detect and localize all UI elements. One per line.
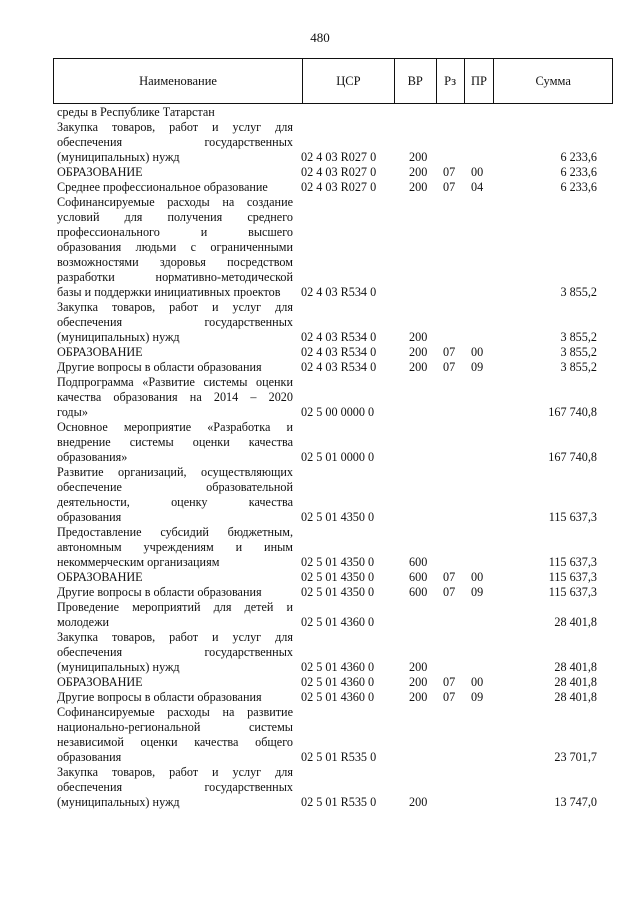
row-pr: 00 xyxy=(471,345,484,359)
row-sum: 23 701,7 xyxy=(554,750,597,764)
row-csr: 02 4 03 R027 0 xyxy=(301,180,377,194)
row-csr: 02 5 01 R535 0 xyxy=(301,750,377,764)
row-name xyxy=(53,105,293,120)
row-name-line: среды в Республике Татарстан xyxy=(57,105,215,119)
row-sum: 13 747,0 xyxy=(554,795,597,809)
table-row xyxy=(53,585,613,600)
row-csr: 02 5 01 4350 0 xyxy=(301,510,375,524)
row-vr: 200 xyxy=(409,795,428,809)
row-sum: 3 855,2 xyxy=(560,345,597,359)
row-csr: 02 4 03 R534 0 xyxy=(301,360,377,374)
row-sum: 167 740,8 xyxy=(548,450,597,464)
header-sum: Сумма xyxy=(535,73,571,88)
row-name-line: обеспечения государственных xyxy=(57,135,293,149)
row-name xyxy=(53,465,293,525)
row-name-line: условий для получения среднего xyxy=(57,210,293,224)
row-sum: 3 855,2 xyxy=(560,285,597,299)
row-name-line: ОБРАЗОВАНИЕ xyxy=(57,570,143,584)
table-row xyxy=(53,765,613,810)
row-vr: 200 xyxy=(409,345,428,359)
row-name-line: национально-региональной системы xyxy=(57,720,293,734)
row-name-line: ОБРАЗОВАНИЕ xyxy=(57,345,143,359)
table-row xyxy=(53,525,613,570)
row-name xyxy=(53,300,293,345)
row-name-line: образования xyxy=(57,510,122,524)
row-name-line: (муниципальных) нужд xyxy=(57,330,180,344)
row-sum: 28 401,8 xyxy=(554,660,597,674)
row-name-line: (муниципальных) нужд xyxy=(57,660,180,674)
row-name-line: профессионального и высшего xyxy=(57,225,293,239)
row-pr: 00 xyxy=(471,675,484,689)
row-sum: 115 637,3 xyxy=(548,570,597,584)
table-row xyxy=(53,105,613,120)
row-rz: 07 xyxy=(443,345,456,359)
row-name-line: деятельности, оценку качества xyxy=(57,495,293,509)
row-name-line: Софинансируемые расходы на развитие xyxy=(57,705,293,719)
row-rz: 07 xyxy=(443,690,456,704)
table-row xyxy=(53,600,613,630)
row-pr: 09 xyxy=(471,690,484,704)
row-name-line: Другие вопросы в области образования xyxy=(57,585,262,599)
row-name xyxy=(53,345,293,360)
row-name-line: обеспечения государственных xyxy=(57,780,293,794)
row-sum: 28 401,8 xyxy=(554,675,597,689)
row-name-line: Проведение мероприятий для детей и xyxy=(57,600,293,614)
row-vr: 200 xyxy=(409,690,428,704)
table-row xyxy=(53,570,613,585)
row-name-line: обеспечение образовательной xyxy=(57,480,293,494)
row-name-line: Развитие организаций, осуществляющих xyxy=(57,465,293,479)
row-name-line: автономным учреждениям и иным xyxy=(57,540,293,554)
header-name: Наименование xyxy=(54,59,303,103)
row-pr: 09 xyxy=(471,585,484,599)
table-row xyxy=(53,420,613,465)
row-name-line: базы и поддержки инициативных проектов xyxy=(57,285,281,299)
row-rz: 07 xyxy=(443,180,456,194)
table-row xyxy=(53,465,613,525)
row-rz: 07 xyxy=(443,360,456,374)
table-row xyxy=(53,705,613,765)
row-csr: 02 4 03 R027 0 xyxy=(301,165,377,179)
row-csr: 02 4 03 R534 0 xyxy=(301,285,377,299)
row-csr: 02 5 00 0000 0 xyxy=(301,405,375,419)
row-vr: 200 xyxy=(409,675,428,689)
row-name-line: Софинансируемые расходы на создание xyxy=(57,195,293,209)
row-name-line: образования» xyxy=(57,450,128,464)
row-name-line: Подпрограмма «Развитие системы оценки xyxy=(57,375,293,389)
table-row xyxy=(53,360,613,375)
row-csr: 02 4 03 R534 0 xyxy=(301,345,377,359)
table-row xyxy=(53,165,613,180)
row-name-line: (муниципальных) нужд xyxy=(57,150,180,164)
table-body xyxy=(53,105,613,810)
row-name xyxy=(53,165,293,180)
row-name xyxy=(53,600,293,630)
row-name-line: молодежи xyxy=(57,615,110,629)
row-csr: 02 5 01 0000 0 xyxy=(301,450,375,464)
row-vr: 200 xyxy=(409,150,428,164)
row-name-line: качества образования на 2014 – 2020 xyxy=(57,390,293,404)
row-name-line: ОБРАЗОВАНИЕ xyxy=(57,165,143,179)
table-row xyxy=(53,630,613,675)
header-pr: ПР xyxy=(465,59,495,103)
row-csr: 02 5 01 4350 0 xyxy=(301,585,375,599)
row-vr: 200 xyxy=(409,660,428,674)
row-name-line: Другие вопросы в области образования xyxy=(57,360,262,374)
row-name-line: образования людьми с ограниченными xyxy=(57,240,293,254)
row-name-line: Среднее профессиональное образование xyxy=(57,180,268,194)
row-name-line: ОБРАЗОВАНИЕ xyxy=(57,675,143,689)
table-row xyxy=(53,375,613,420)
row-pr: 00 xyxy=(471,165,484,179)
row-name-line: внедрение системы оценки качества xyxy=(57,435,293,449)
row-name-line: годы» xyxy=(57,405,88,419)
row-name xyxy=(53,675,293,690)
table-row xyxy=(53,180,613,195)
row-name xyxy=(53,765,293,810)
row-sum: 6 233,6 xyxy=(560,180,597,194)
row-csr: 02 5 01 4360 0 xyxy=(301,690,375,704)
row-name xyxy=(53,690,293,705)
row-name-line: Закупка товаров, работ и услуг для xyxy=(57,120,293,134)
row-vr: 600 xyxy=(409,570,428,584)
header-rz: Рз xyxy=(437,59,465,103)
row-name xyxy=(53,525,293,570)
row-csr: 02 5 01 4350 0 xyxy=(301,570,375,584)
row-name xyxy=(53,570,293,585)
header-csr: ЦСР xyxy=(303,59,395,103)
row-name xyxy=(53,195,293,300)
row-csr: 02 5 01 4350 0 xyxy=(301,555,375,569)
row-pr: 04 xyxy=(471,180,484,194)
row-csr: 02 4 03 R534 0 xyxy=(301,330,377,344)
row-name-line: некоммерческим организациям xyxy=(57,555,220,569)
table-row xyxy=(53,345,613,360)
row-name xyxy=(53,420,293,465)
row-vr: 200 xyxy=(409,180,428,194)
table-row xyxy=(53,195,613,300)
row-csr: 02 5 01 4360 0 xyxy=(301,615,375,629)
row-name xyxy=(53,585,293,600)
row-sum: 3 855,2 xyxy=(560,360,597,374)
row-csr: 02 5 01 4360 0 xyxy=(301,675,375,689)
row-rz: 07 xyxy=(443,165,456,179)
table-row xyxy=(53,300,613,345)
row-name-line: обеспечения государственных xyxy=(57,645,293,659)
row-name-line: образования xyxy=(57,750,122,764)
row-vr: 200 xyxy=(409,165,428,179)
table-header xyxy=(53,58,613,104)
row-sum: 3 855,2 xyxy=(560,330,597,344)
page-number: 480 xyxy=(310,30,330,45)
table-row xyxy=(53,120,613,165)
header-vr: ВР xyxy=(395,59,437,103)
row-name-line: разработки нормативно-методической xyxy=(57,270,293,284)
row-rz: 07 xyxy=(443,675,456,689)
row-pr: 00 xyxy=(471,570,484,584)
row-sum: 115 637,3 xyxy=(548,585,597,599)
row-name xyxy=(53,705,293,765)
row-vr: 600 xyxy=(409,555,428,569)
row-sum: 28 401,8 xyxy=(554,615,597,629)
row-name xyxy=(53,120,293,165)
row-sum: 6 233,6 xyxy=(560,150,597,164)
row-vr: 600 xyxy=(409,585,428,599)
row-name-line: Предоставление субсидий бюджетным, xyxy=(57,525,293,539)
row-vr: 200 xyxy=(409,330,428,344)
row-name-line: возможностями здоровья посредством xyxy=(57,255,293,269)
table-row xyxy=(53,690,613,705)
row-rz: 07 xyxy=(443,585,456,599)
row-sum: 6 233,6 xyxy=(560,165,597,179)
row-name-line: независимой оценки качества общего xyxy=(57,735,293,749)
row-sum: 167 740,8 xyxy=(548,405,597,419)
row-name-line: Закупка товаров, работ и услуг для xyxy=(57,630,293,644)
row-sum: 28 401,8 xyxy=(554,690,597,704)
row-csr: 02 5 01 R535 0 xyxy=(301,795,377,809)
row-csr: 02 5 01 4360 0 xyxy=(301,660,375,674)
row-name xyxy=(53,630,293,675)
row-name-line: Другие вопросы в области образования xyxy=(57,690,262,704)
row-name-line: Основное мероприятие «Разработка и xyxy=(57,420,293,434)
table-row xyxy=(53,675,613,690)
row-sum: 115 637,3 xyxy=(548,555,597,569)
row-name-line: Закупка товаров, работ и услуг для xyxy=(57,765,293,779)
row-name xyxy=(53,180,293,195)
row-vr: 200 xyxy=(409,360,428,374)
row-name xyxy=(53,360,293,375)
row-name xyxy=(53,375,293,420)
row-name-line: обеспечения государственных xyxy=(57,315,293,329)
row-rz: 07 xyxy=(443,570,456,584)
row-pr: 09 xyxy=(471,360,484,374)
row-name-line: (муниципальных) нужд xyxy=(57,795,180,809)
row-sum: 115 637,3 xyxy=(548,510,597,524)
row-csr: 02 4 03 R027 0 xyxy=(301,150,377,164)
row-name-line: Закупка товаров, работ и услуг для xyxy=(57,300,293,314)
